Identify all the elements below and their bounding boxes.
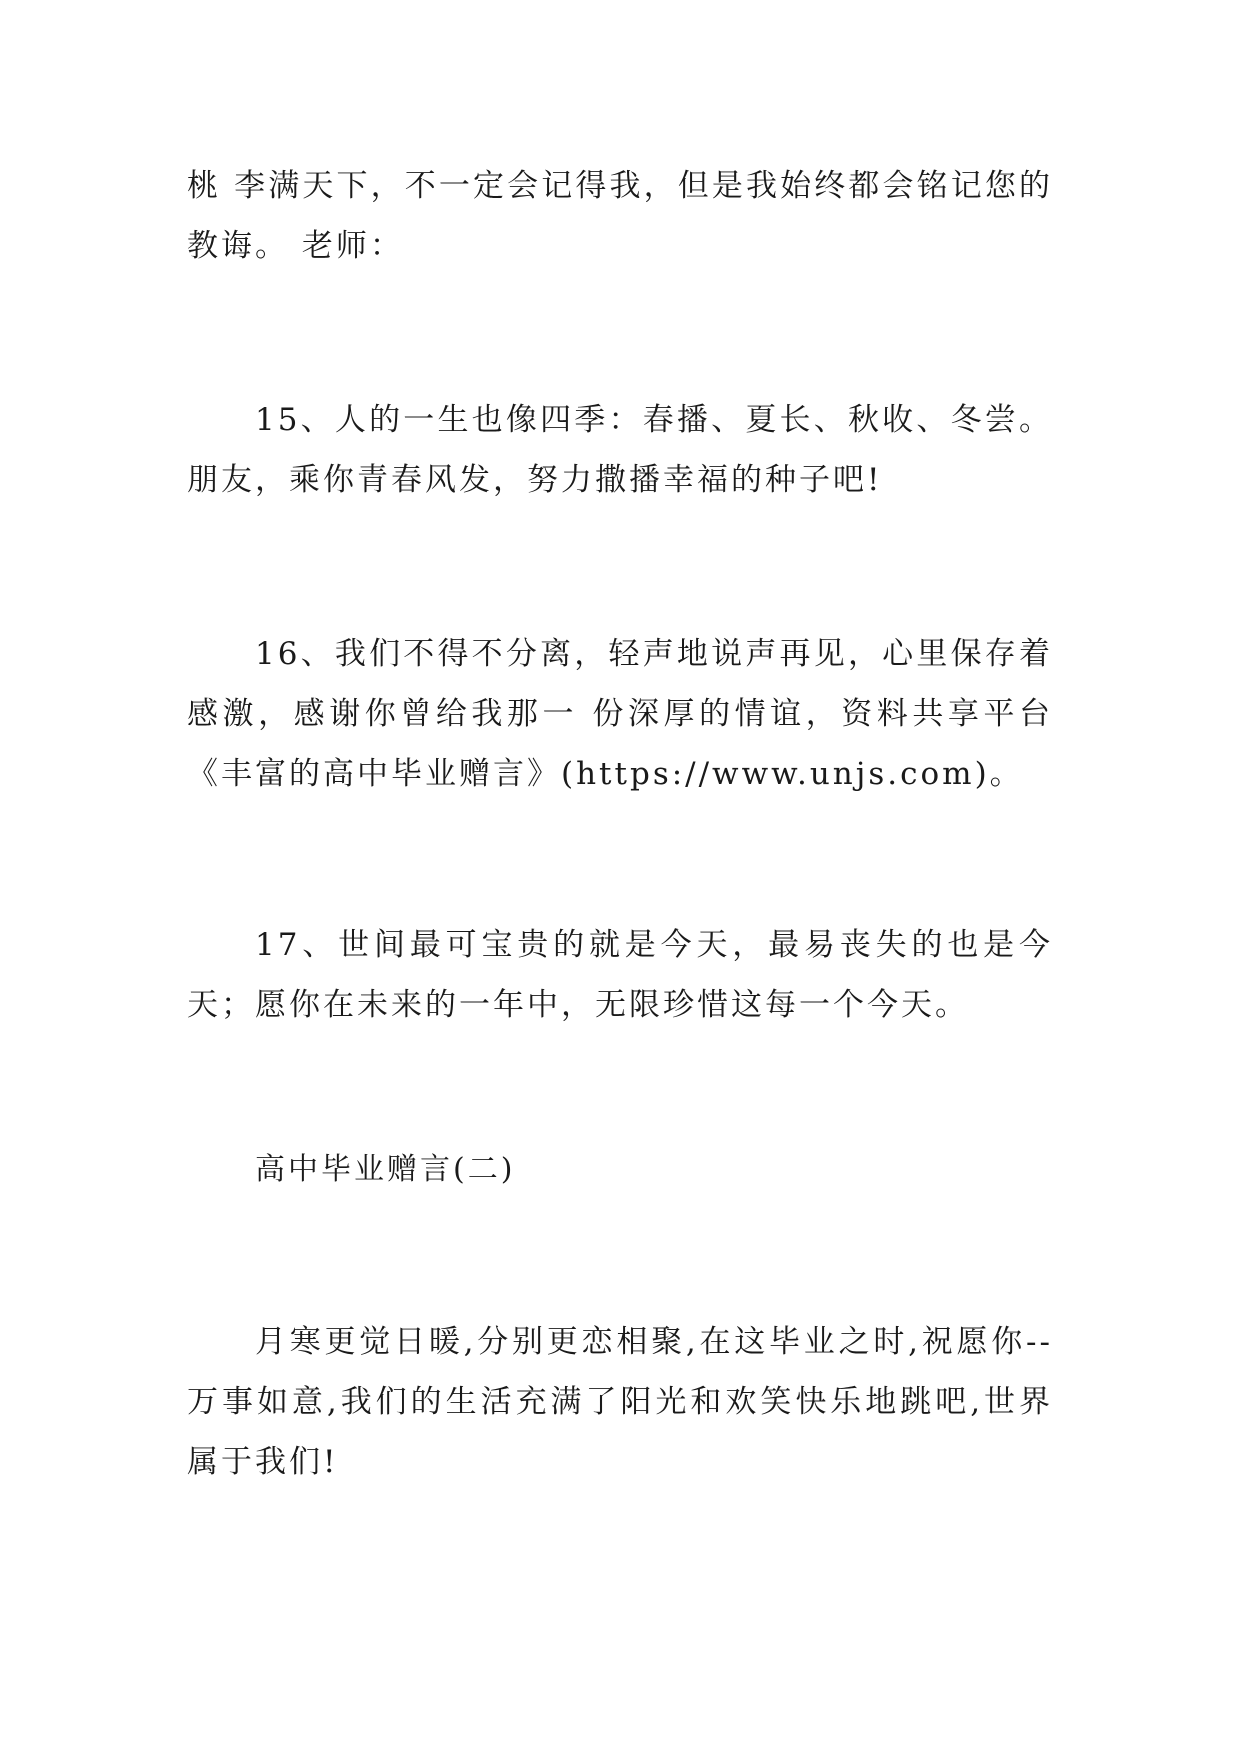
section-heading: 高中毕业赠言(二) (255, 1152, 516, 1187)
paragraph-item-17: 17、世间最可宝贵的就是今天，最易丧失的也是今天；愿你在未来的一年中，无限珍惜这每一个今天。 (187, 927, 1053, 1023)
paragraph-closing: 月寒更觉日暖,分别更恋相聚,在这毕业之时,祝愿你--万事如意,我们的生活充满了阳光和欢笑快乐地跳吧,世界属于我们! (187, 1324, 1053, 1480)
paragraph-continuation: 桃 李满天下，不一定会记得我，但是我始终都会铭记您的教诲。 老师： (187, 168, 1053, 264)
paragraph-item-16: 16、我们不得不分离，轻声地说声再见，心里保存着感激，感谢你曾给我那一 份深厚的情谊，资料共享平台《丰富的高中毕业赠言》(https://www.unjs.com)。 (187, 636, 1053, 792)
paragraph-item-15: 15、人的一生也像四季：春播、夏长、秋收、冬尝。朋友，乘你青春风发，努力撒播幸福的种子吧! (187, 402, 1053, 498)
